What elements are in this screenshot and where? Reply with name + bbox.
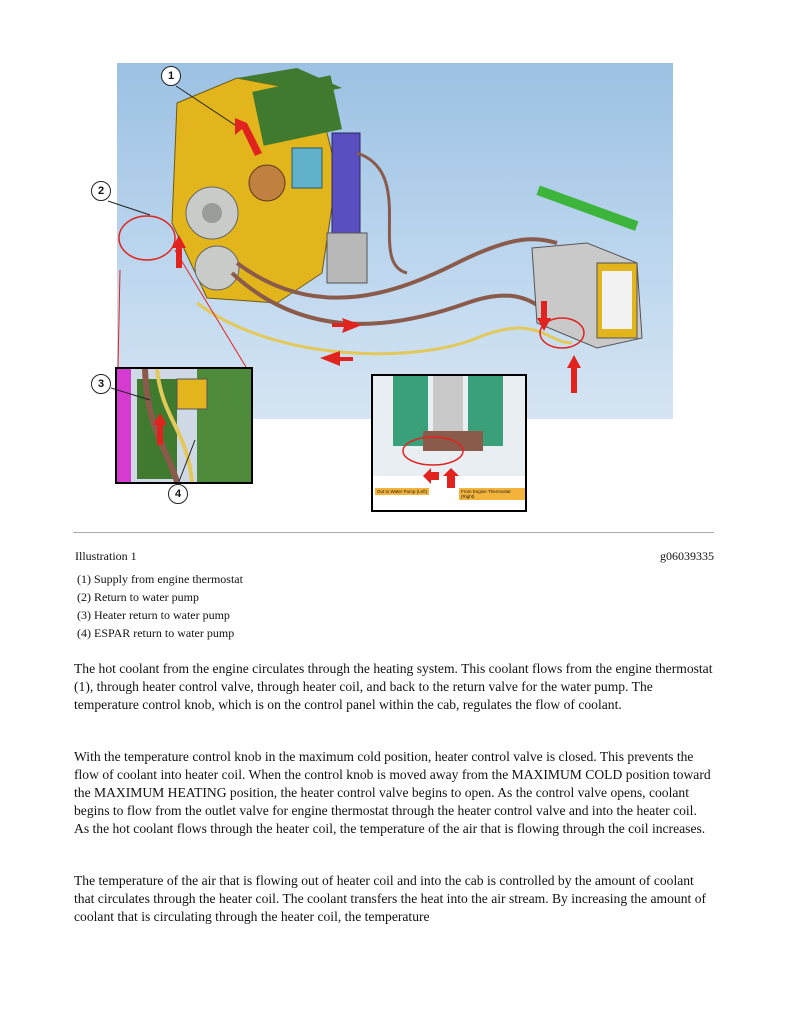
- body-paragraph-2: With the temperature control knob in the maximum cold position, heater control valve is closed. This prevents the flow of coolant into heater coil. When the control knob is moved away from the MAXIMUM COLD position toward the MAXIMUM HEATING position, the heater control valve begins to open. As the control valve opens, coolant begins to flow from the outlet valve for engine thermostat through the heater control valve and into the heater coil. As the hot coolant flows through the heater coil, the temperature of the air that is flowing through the coil increases.: [74, 749, 711, 837]
- callout-1: 1: [161, 66, 181, 86]
- legend-item: (1) Supply from engine thermostat: [77, 572, 243, 586]
- callout-3: 3: [91, 374, 111, 394]
- caption-title: Illustration 1: [75, 549, 137, 563]
- legend-item: (4) ESPAR return to water pump: [77, 626, 235, 640]
- legend-item: (2) Return to water pump: [77, 590, 199, 604]
- body-paragraph-3: The temperature of the air that is flowing out of heater coil and into the cab is controlled by the amount of coolant that circulates through the heater coil. The coolant transfers the heat into the air stream. By increasing the amount of coolant that is circulating through the heater coil, the temperature: [74, 873, 707, 925]
- inset-label-from-engine-thermostat: From Engine Thermostat (Right): [459, 488, 525, 500]
- callout-2: 2: [91, 181, 111, 201]
- caption-code: g06039335: [660, 549, 714, 563]
- caption-divider: [73, 532, 714, 533]
- callout-legend: [77, 570, 243, 642]
- body-paragraph-1: The hot coolant from the engine circulates through the heating system. This coolant flows from the engine thermostat (1), through heater control valve, through heater coil, and back to the return valve for the water pump. The temperature control knob, which is on the control panel within the cab, regulates the flow of coolant.: [74, 661, 713, 713]
- callout-4: 4: [168, 484, 188, 504]
- legend-item: (3) Heater return to water pump: [77, 608, 230, 622]
- inset-label-out-to-water-pump: Out to Water Pump (Left): [377, 489, 428, 494]
